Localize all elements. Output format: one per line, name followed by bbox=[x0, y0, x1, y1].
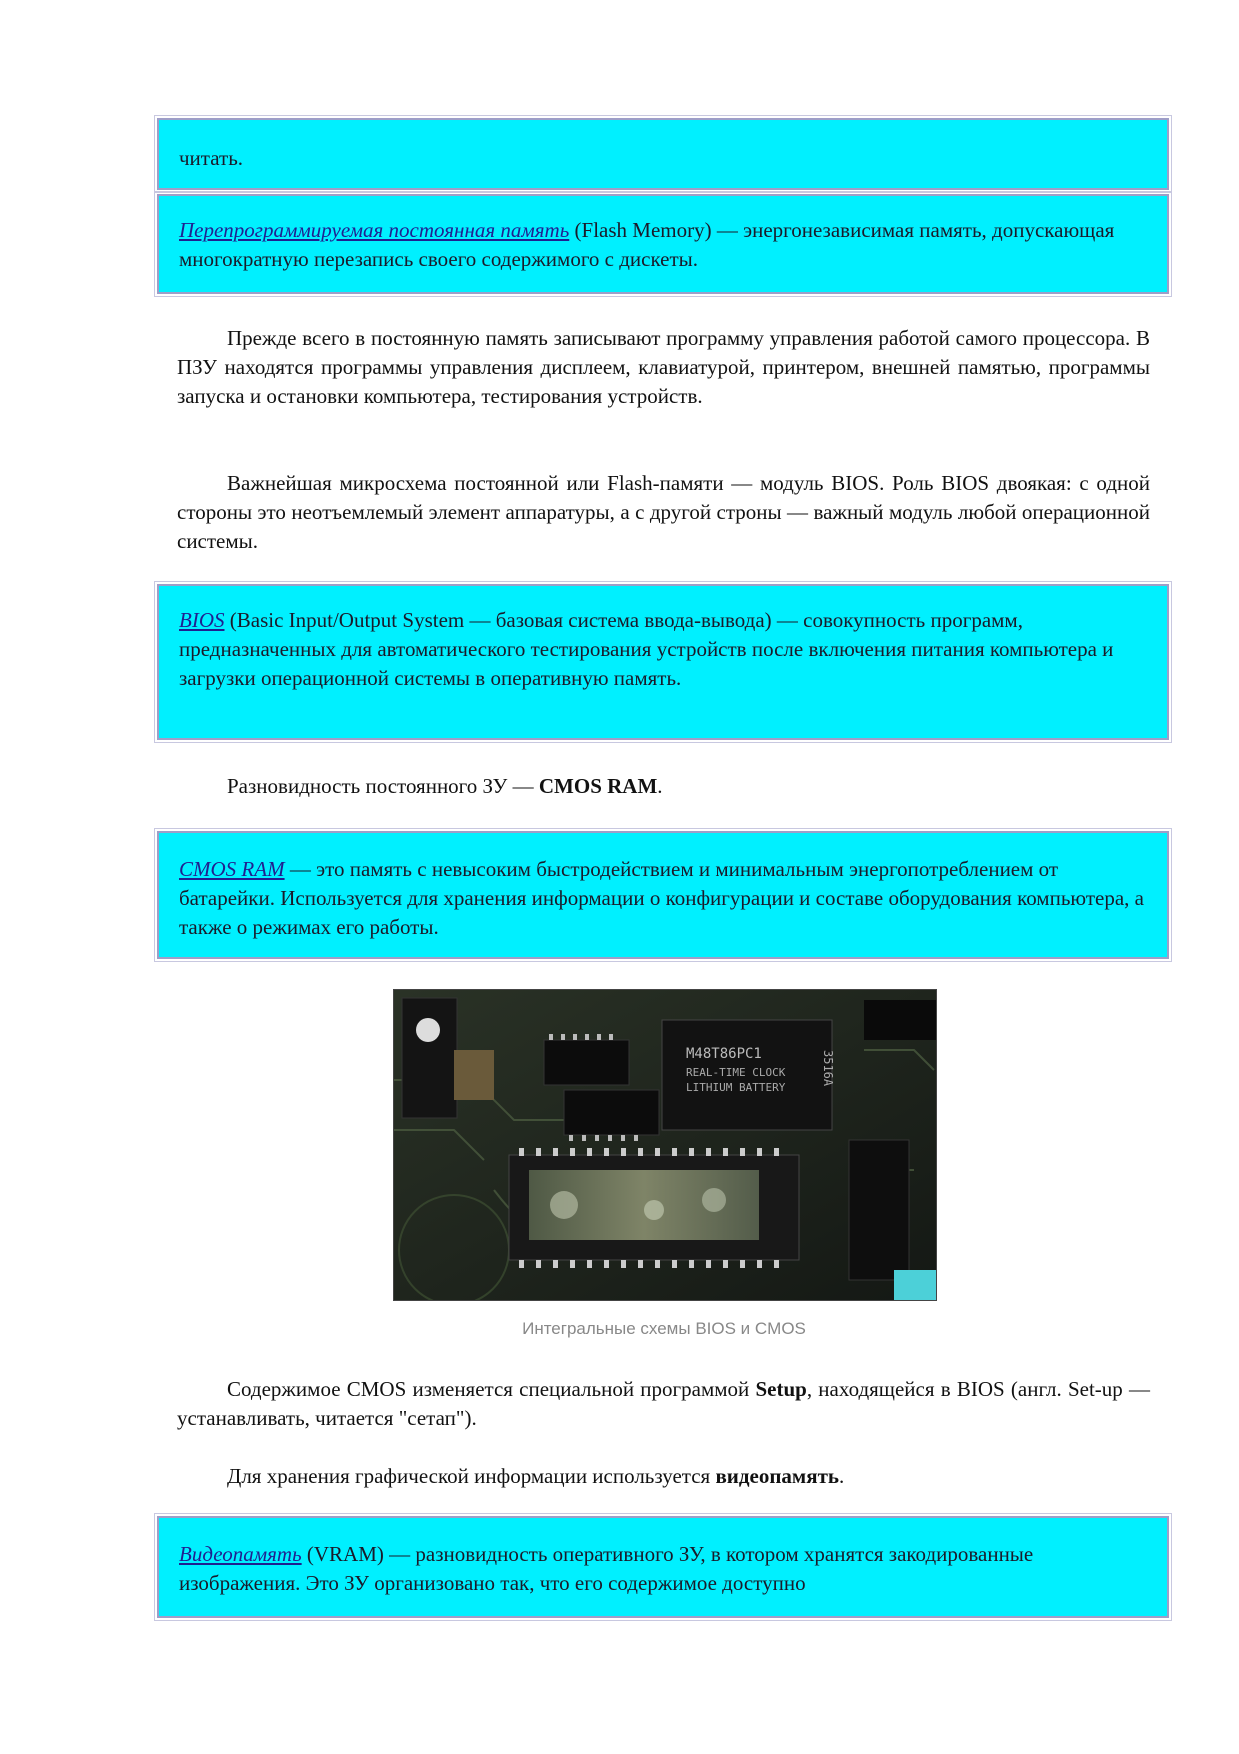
text: Содержимое CMOS изменяется специальной программой bbox=[227, 1377, 756, 1401]
text: Разновидность постоянного ЗУ — bbox=[227, 774, 539, 798]
chip-label-3: LITHIUM BATTERY bbox=[686, 1081, 786, 1094]
bios-cmos-chips-photo bbox=[393, 989, 937, 1301]
photo-caption: Интегральные схемы BIOS и CMOS bbox=[522, 1319, 806, 1338]
paragraph-video-memory-intro bbox=[177, 1462, 1150, 1491]
text: . bbox=[839, 1464, 845, 1488]
chip-label-2: REAL-TIME CLOCK bbox=[686, 1066, 786, 1079]
bold-term: Setup bbox=[755, 1377, 807, 1401]
paragraph-rom-programs: Прежде всего в постоянную память записывают программу управления работой самого процессора. В ПЗУ находятся программы управления дисплеем, клавиатурой, принтером, внешней памятью, программы запуска и остановки компьютера, тестирования устройств. bbox=[177, 326, 1150, 408]
bold-term: CMOS RAM bbox=[538, 774, 658, 798]
box-text: (Basic Input/Output System — базовая система ввода-вывода) — совокупность программ, предназначенных для автоматического тестирования устройств после включения питания компьютера и загрузки операционной системы в оперативную память. bbox=[179, 608, 1114, 690]
box-text: читать. bbox=[179, 146, 244, 170]
box-text: — это память с невысоким быстродействием и минимальным энергопотреблением от батарейки. Используется для хранения информации о конфигурации и составе оборудования компьютера, а также о режимах его работы. bbox=[179, 857, 1144, 939]
text: Для хранения графической информации используется bbox=[227, 1464, 716, 1488]
definition-box-bios bbox=[157, 584, 1169, 740]
bold-term: видеопамять bbox=[715, 1464, 840, 1488]
definition-box-vram bbox=[157, 1516, 1169, 1618]
chip-label-side: 3516A bbox=[821, 1050, 835, 1087]
definition-box-cmos bbox=[157, 831, 1169, 959]
term-flash-memory: Перепрограммируемая постоянная память bbox=[179, 218, 570, 242]
term-bios: BIOS bbox=[179, 608, 225, 632]
text: . bbox=[657, 774, 663, 798]
text: , находящейся в BIOS (англ. Set-up — устанавливать, читается "сетап"). bbox=[177, 1377, 1150, 1430]
paragraph-bios-role: Важнейшая микросхема постоянной или Flash-памяти — модуль BIOS. Роль BIOS двоякая: с одной стороны это неотъемлемый элемент аппаратуры, а с другой строны — важный модуль любой операционной системы. bbox=[177, 471, 1150, 553]
term-video-memory: Видеопамять bbox=[179, 1542, 302, 1566]
definition-box-flash bbox=[157, 194, 1169, 294]
term-cmos-ram: CMOS RAM bbox=[179, 857, 285, 881]
circuit-board-image bbox=[394, 990, 936, 1300]
chip-label-1: M48T86PC1 bbox=[686, 1046, 762, 1062]
paragraph-cmos-intro bbox=[177, 772, 1150, 801]
box-text: (Flash Memory) — энергонезависимая память, допускающая многократную перезапись своего содержимого с дискеты. bbox=[179, 218, 1115, 271]
box-text: (VRAM) — разновидность оперативного ЗУ, в котором хранятся закодированные изображения. Это ЗУ организовано так, что его содержимое доступно bbox=[179, 1542, 1034, 1595]
paragraph-cmos-setup bbox=[177, 1375, 1150, 1433]
definition-box-continued bbox=[157, 118, 1169, 190]
